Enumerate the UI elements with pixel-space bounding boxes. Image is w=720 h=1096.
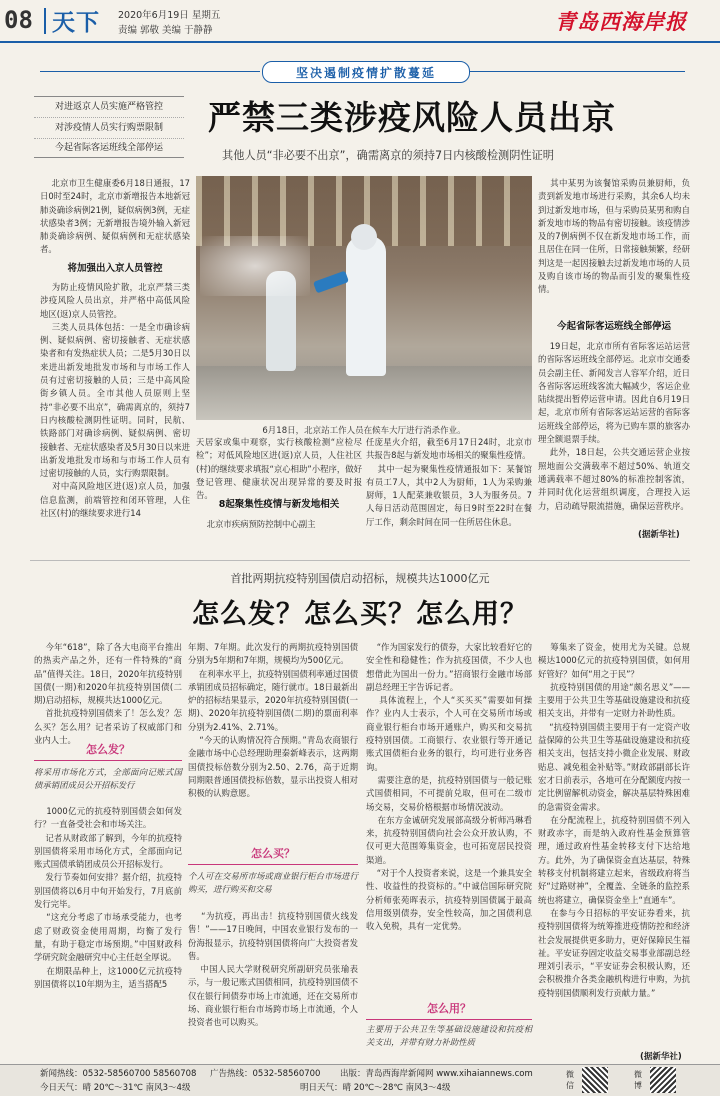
story1-col4-text: 19日起，北京市所有省际客运站运营的省际客运班线全部停运。北京市交通委员会副主任、新闻发言人容军介绍，近日各省际客运班线客流大幅减少，客运企业陆续提出暂停运营申请。因此自6月19日起，北京市所有省际客运站运营的省际客运班线全部停运，将为已购车票的旅客办理全额退票手续。 此外，18日起，公共交通运营企业按照地面公交满载率不超过50%、轨道交通满载率不超过80%的标准控制客流，并同时优化运营组织调度，合理投入运力，启动疏导限流措施，确保运营秩序。 [538,341,690,511]
story2-intro: 主要用于公共卫生等基础设施建设和抗疫相关支出，并带有财力补助性质 [366,1024,532,1048]
story2-title: 怎么发？怎么买？怎么用？ [192,599,528,630]
banner-line-left [40,71,260,72]
kicker-line: 对涉疫情人员实行购票限制 [34,118,184,139]
banner-line-right [470,71,685,72]
story2-subhead: 怎么发？ [86,743,130,756]
story1-col3-text: 任庞星火介绍，截至6月17日24时，北京市共报告8起与新发地市场相关的聚集性疫情。 其中一起为聚集性疫情通报如下：某餐馆有员工7人，其中2人为厨师，1人为采购兼厨师，1人配菜兼收银员，3人为服务员。7人每日活动范围固定，每日9时至22时在餐厅工作，剩余时间在同一住所居住休息。 [366,437,532,527]
kicker-line: 对进返京人员实施严格管控 [34,97,184,118]
wechat-qr-icon [582,1067,608,1093]
ad-hotline: 广告热线：0532-58560700 [210,1069,321,1079]
banner [262,61,470,83]
story2-colB-text: 年期、7年期。此次发行的两期抗疫特别国债分别为5年期和7年期，规模均为500亿元。 在利率水平上，抗疫特别国债利率通过国债承销团成员招标确定，随行就市。18日最新出炉的招标结果显示，2020年抗疫特别国债(一期)、2020年抗疫特别国债(二期)的票面利率分别为2.41%、2.71%。 “今天的认购情况符合预期。”青岛农商银行金融市场中心总经理助理秦新峰表示，这两期国债投标倍数分别为2.50、2.76，高于近期同期限普通国债投标倍数，显示出投资人相对积极的认购意愿。 [188,642,359,799]
page-number: 08 [4,6,33,34]
story1-col2-text: 北京市疾病预防控制中心副主 [196,519,316,529]
footer [0,1064,720,1096]
byline: (据新华社) [640,1052,682,1062]
story2-colD-text: 筹集来了资金，使用尤为关键。总规模达1000亿元的抗疫特别国债，如何用好管好？如何“用之于民”？ 抗疫特别国债的用途“颇名思义”——主要用于公共卫生等基础设施建设和抗疫相关支出，并带有一定财力补助性质。 “抗疫特别国债主要用于有一定资产收益保障的公共卫生等基础设施建设和抗疫相关支出，包括支持小微企业发展、财政贴息、减免租金补贴等。”财政部副部长许宏才日前表示，各地可在分配额度内按一定比例留解机动资金，解决基层特殊困难的急需资金需求。 在分配流程上，抗疫特别国债不列入财政赤字，而是纳入政府性基金预算管理，通过政府性基金转移支付下达给地方。此外，为了确保资金直达基层，特殊转移支付机制将建立起来，省级政府将当好“过路财神”，全覆盖、全链条的监控系统也将建立，确保资金坐上“直通车”。 在参与今日招标的平安证券看来，抗疫特别国债将为统筹推进疫情防控和经济社会发展提供更多助力，更好保障民生福祉。平安证券固定收益交易事业部副总经理刘引表示，“平安证券会积极认购，还会积极推介各类金融机构进行申购，为抗疫特别国债顺利发行贡献力量。” [538,642,690,998]
tomorrow-weather: 明日天气：晴 20℃～28℃ 南风3～4级 [300,1083,451,1093]
story1-photo [196,176,532,420]
story1-subhead: 将加强出入京人员管控 [67,263,163,274]
story2-subhead: 怎么用？ [427,1002,471,1015]
story1-subhead: 8起聚集性疫情与新发地相关 [218,499,340,510]
story1-col4-text: 其中某男为该餐馆采购员兼厨师，负责到新发地市场进行采购，其余6人均未到过新发地市场，但与采购员某男和购自新发地市场的物品有密切接触。该疫情涉及的7例病例不仅在新发地市场工作，而且居住在同一住所，日常接触频繁，经研判这是一起因接触去过新发地市场的人员及购自该市场的物品而引发的聚集性疫情。 [538,178,690,295]
story1-col1-text: 北京市卫生健康委6月18日通报，17日0时至24时，北京市新增报告本地新冠肺炎确诊病例21例，疑似病例3例，无症状感染者3例；无新增报告境外输入新冠肺炎确诊病例、疑似病例和无症状感染者。 [40,178,190,255]
masthead [0,0,720,44]
byline: (据新华社) [638,530,680,540]
wechat-label: 微信 [566,1070,574,1090]
story2-colA-text: 今年“618”，除了各大电商平台推出的热卖产品之外，还有一件特殊的“商品”值得关注。18日，2020年抗疫特别国债(一期)和2020年抗疫特别国债(二期)启动招标，规模共达1000亿元。 首批抗疫特别国债来了！怎么发？怎么买？怎么用？记者采访了权威部门和业内人士。 [34,642,182,746]
kicker-box [34,96,184,158]
story1-subhead: 今起省际客运班线全部停运 [556,321,671,332]
story2-kicker: 首批两期抗疫特别国债启动招标，规模共达1000亿元 [230,572,490,585]
banner-text: 坚决遏制疫情扩散蔓延 [295,66,436,80]
story2-subhead: 怎么买？ [251,847,295,860]
story2-colC-text: “作为国家发行的债券，大家比较看好它的安全性和稳健性；作为抗疫国债，不少人也想借此为国出一份力。”招商银行金融市场部副总经理王宇告诉记者。 具体流程上，个人“买买买”需要如何操作？业内人士表示，个人可在交易所市场或商业银行柜台市场开通账户，购买和交易抗疫特别国债。工商银行、农业银行等开通记账式国债柜台业务的银行，均可进行业务咨询。 需要注意的是，抗疫特别国债与一般记账式国债相同，不可提前兑取，但可在二级市场交易，交易价格根据市场情况波动。 在东方金诚研究发展部高级分析师冯琳看来，抗疫特别国债向社会公众开放认购，不仅可更大范围筹集资金，也可拓宽居民投资渠道。 “对于个人投资者来说，这是一个兼具安全性、收益性的投资标的。”中诚信国际研究院分析师张苑晖表示，抗疫特别国债属于最高信用级别债券，安全性较高，加之国债利息收入免税，具有一定优势。 [366,642,532,932]
issue-date: 2020年6月19日 星期五 [118,10,221,21]
story1-title: 严禁三类涉疫风险人员出京 [208,98,616,137]
paper-logo: 青岛西海岸报 [555,9,687,34]
story2-intro: 个人可在交易所市场或商业银行柜台市场进行购买，进行购买和交易 [188,871,358,895]
news-hotline: 新闻热线：0532-58560700 58560708 [40,1069,197,1079]
weibo-qr-icon [650,1067,676,1093]
story1-subtitle: 其他人员“非必要不出京”，确需离京的须持7日内核酸检测阴性证明 [222,149,554,162]
section-title: 天下 [52,10,100,36]
story1-col2-text: 天居家或集中观察，实行核酸检测“应检尽检”；对低风险地区进(返)京人员，人住社区(村)的继续要求填报“京心相助”小程序，做好登记管理、健康状况出现异常的要及时报告。 [196,437,362,501]
kicker-line: 今起省际客运班线全部停运 [54,143,163,153]
story2-colA-text: 1000亿元的抗疫特别国债会如何发行？一直备受社会和市场关注。 记者从财政部了解到，今年的抗疫特别国债将采用市场化方式，全部面向记账式国债承销团成员公开招标发行。 发行节奏如何安排？据介绍，抗疫特别国债将以6月中旬开始发行，7月底前发行完毕。 “这充分考虑了市场承受能力，也考虑了财政资金使用周期，均衡了发行量，有助于稳定市场预期。”中国财政科学研究院金融研究中心主任赵全厚说。 在期限品种上，这1000亿元抗疫特别国债将以10年期为主，适当搭配5 [34,806,182,989]
photo-caption: 6月18日，北京站工作人员在候车大厅进行消杀作业。 [262,426,466,436]
story1-col1-text: 为防止疫情风险扩散，北京严禁三类涉疫风险人员出京，并严格中高低风险地区(返)京人员管控。 三类人员具体包括：一是全市确诊病例、疑似病例、密切接触者、无症状感染者和有发热症状人员；二是5月30日以来进出新发地批发市场和与市场工作人员有过密切接触的人员；三是中高风险街乡镇人员。全市其他人员原则上坚持“非必要不出京”，确需离京的，须持7日内核酸检测阴性证明。同时，民航、铁路部门对确诊病例、疑似病例、密切接触者、无症状感染者及5月30日以来进出新发地批发市场和与市场工作人员有过密切接触的人员，实行购票限制。 对中高风险地区进(返)京人员，加强信息监测，前端管控和闭环管理，人住社区(村)的继续要求进行14 [40,282,190,519]
weibo-label: 微博 [634,1070,642,1090]
today-weather: 今日天气：晴 20℃～31℃ 南风3～4级 [40,1083,191,1093]
story2-colB-text: “为抗疫，再出击！抗疫特别国债火线发售！”——17日晚间，中国农业银行发布的一份海报显示，抗疫特别国债将向广大投资者发售。 中国人民大学财税研究所副研究员张瑜表示，与一般记账式国债相同，抗疫特别国债不仅在银行间债券市场上市流通，还在交易所市场、商业银行柜台市场跨市场上市流通，个人投资者也可以购买。 [188,911,359,1028]
editors: 责编 郭敬 美编 于静静 [118,25,213,36]
story2-intro: 将采用市场化方式，全部面向记账式国债承销团成员公开招标发行 [34,767,182,791]
publisher: 出版：青岛西海岸新闻网 www.xihaiannews.com [340,1069,533,1079]
worker-figure [346,236,386,376]
